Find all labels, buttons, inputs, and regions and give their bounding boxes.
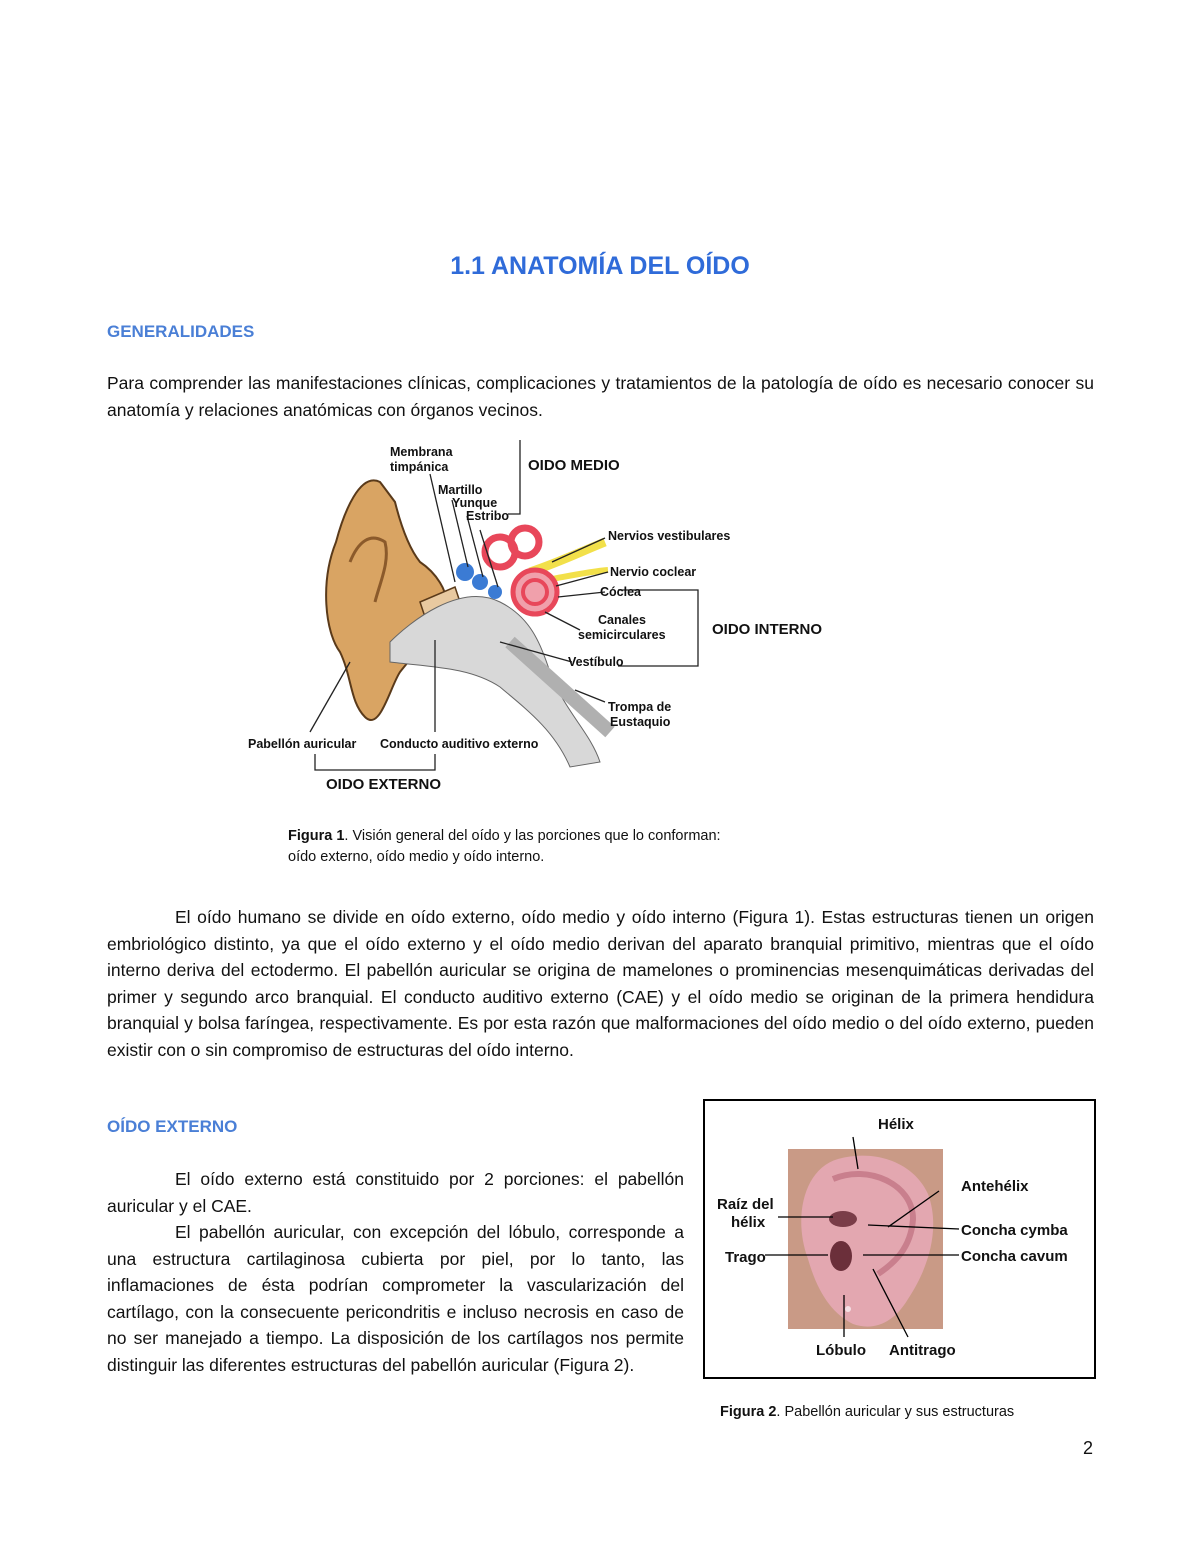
figure-1-caption-line1: . Visión general del oído y las porciones que lo conforman:: [344, 828, 721, 844]
cochlea-shape: [513, 570, 557, 614]
oido-externo-text: [107, 1166, 684, 1378]
body-paragraph: El oído humano se divide en oído externo, oído medio y oído interno (Figura 1). Estas estructuras tienen un origen embriológico distinto, ya que el oído externo y el oído medio derivan del aparato branquial primitivo, mientras que el oído interno deriva del ectodermo. El pabellón auricular se origina de mamelones o prominencias mesenquimáticas derivadas del primer y segundo arco branquial. El conducto auditivo externo (CAE) y el oído medio se originan de la primera hendidura branquial y bolsa faríngea, respectivamente. Es por esta razón que malformaciones del oído medio o del oído externo, pueden existir con o sin compromiso de estructuras del oído interno.: [107, 907, 1094, 1060]
label-antitrago: Antitrago: [889, 1342, 956, 1359]
label-timpanica: timpánica: [390, 460, 449, 474]
figure-1-caption-bold: Figura 1: [288, 828, 345, 844]
label-antehelix: Antehélix: [961, 1178, 1029, 1195]
figure-2-caption-rest: . Pabellón auricular y sus estructuras: [776, 1404, 1015, 1420]
label-helix-2: hélix: [731, 1214, 766, 1231]
oido-externo-paragraph-2: El pabellón auricular, con excepción del lóbulo, corresponde a una estructura cartilaginosa cubierta por piel, por lo tanto, las inflamaciones de ésta podrían comprometer la vascularización del cartílago, con la consecuente pericondritis e incluso necrosis en caso de no ser manejado a tiempo. La disposición de los cartílagos nos permite distinguir las diferentes estructuras del pabellón auricular (Figura 2).: [107, 1222, 684, 1375]
label-nervio-coclear: Nervio coclear: [610, 565, 697, 579]
oido-externo-bracket: [315, 754, 435, 770]
label-vestibulo: Vestíbulo: [568, 655, 624, 669]
label-conducto: Conducto auditivo externo: [380, 737, 539, 751]
figure-1-ear-anatomy: [240, 432, 840, 802]
malleus-shape: [456, 563, 474, 581]
label-helix: Hélix: [878, 1116, 914, 1133]
label-semicirculares: semicirculares: [578, 628, 666, 642]
label-lobulo: Lóbulo: [816, 1342, 866, 1359]
oido-externo-paragraph-1: El oído externo está constituido por 2 porciones: el pabellón auricular y el CAE.: [107, 1169, 684, 1216]
figure-2-caption: [720, 1402, 1014, 1423]
figure-1-caption-line2: oído externo, oído medio y oído interno.: [288, 849, 545, 865]
concha-cavum-shape: [830, 1241, 852, 1271]
label-eustaquio: Eustaquio: [610, 715, 671, 729]
label-trago: Trago: [725, 1249, 766, 1266]
label-raiz: Raíz del: [717, 1196, 774, 1213]
incus-shape: [472, 574, 488, 590]
label-coclea: Cóclea: [600, 585, 641, 599]
label-martillo: Martillo: [438, 483, 483, 497]
figure-1-caption: [288, 826, 808, 868]
label-nervios-vestibulares: Nervios vestibulares: [608, 529, 731, 543]
label-oido-interno: OIDO INTERNO: [712, 621, 823, 638]
label-trompa: Trompa de: [608, 700, 672, 714]
page-title: 1.1 ANATOMÍA DEL OÍDO: [450, 252, 750, 280]
oido-medio-bracket: [508, 440, 520, 514]
label-membrana: Membrana: [390, 445, 453, 459]
stapes-shape: [488, 585, 502, 599]
label-canales: Canales: [598, 613, 646, 627]
concha-cymba-shape: [829, 1211, 857, 1227]
label-oido-externo: OIDO EXTERNO: [326, 776, 442, 793]
label-concha-cymba: Concha cymba: [961, 1222, 1068, 1239]
section-heading-generalidades: GENERALIDADES: [107, 322, 255, 341]
figure-2-caption-bold: Figura 2: [720, 1404, 777, 1420]
page-number: 2: [1082, 1438, 1093, 1458]
label-estribo: Estribo: [466, 509, 510, 523]
label-concha-cavum: Concha cavum: [961, 1248, 1068, 1265]
figure-2-pinna: [703, 1099, 1096, 1379]
section-heading-oido-externo: OÍDO EXTERNO: [107, 1117, 238, 1136]
label-yunque: Yunque: [452, 496, 498, 510]
lobule-highlight: [845, 1306, 851, 1312]
label-oido-medio: OIDO MEDIO: [528, 457, 620, 474]
intro-paragraph: Para comprender las manifestaciones clínicas, complicaciones y tratamientos de la patología de oído es necesario conocer su anatomía y relaciones anatómicas con órganos vecinos.: [107, 373, 1094, 420]
label-pabellon: Pabellón auricular: [248, 737, 357, 751]
